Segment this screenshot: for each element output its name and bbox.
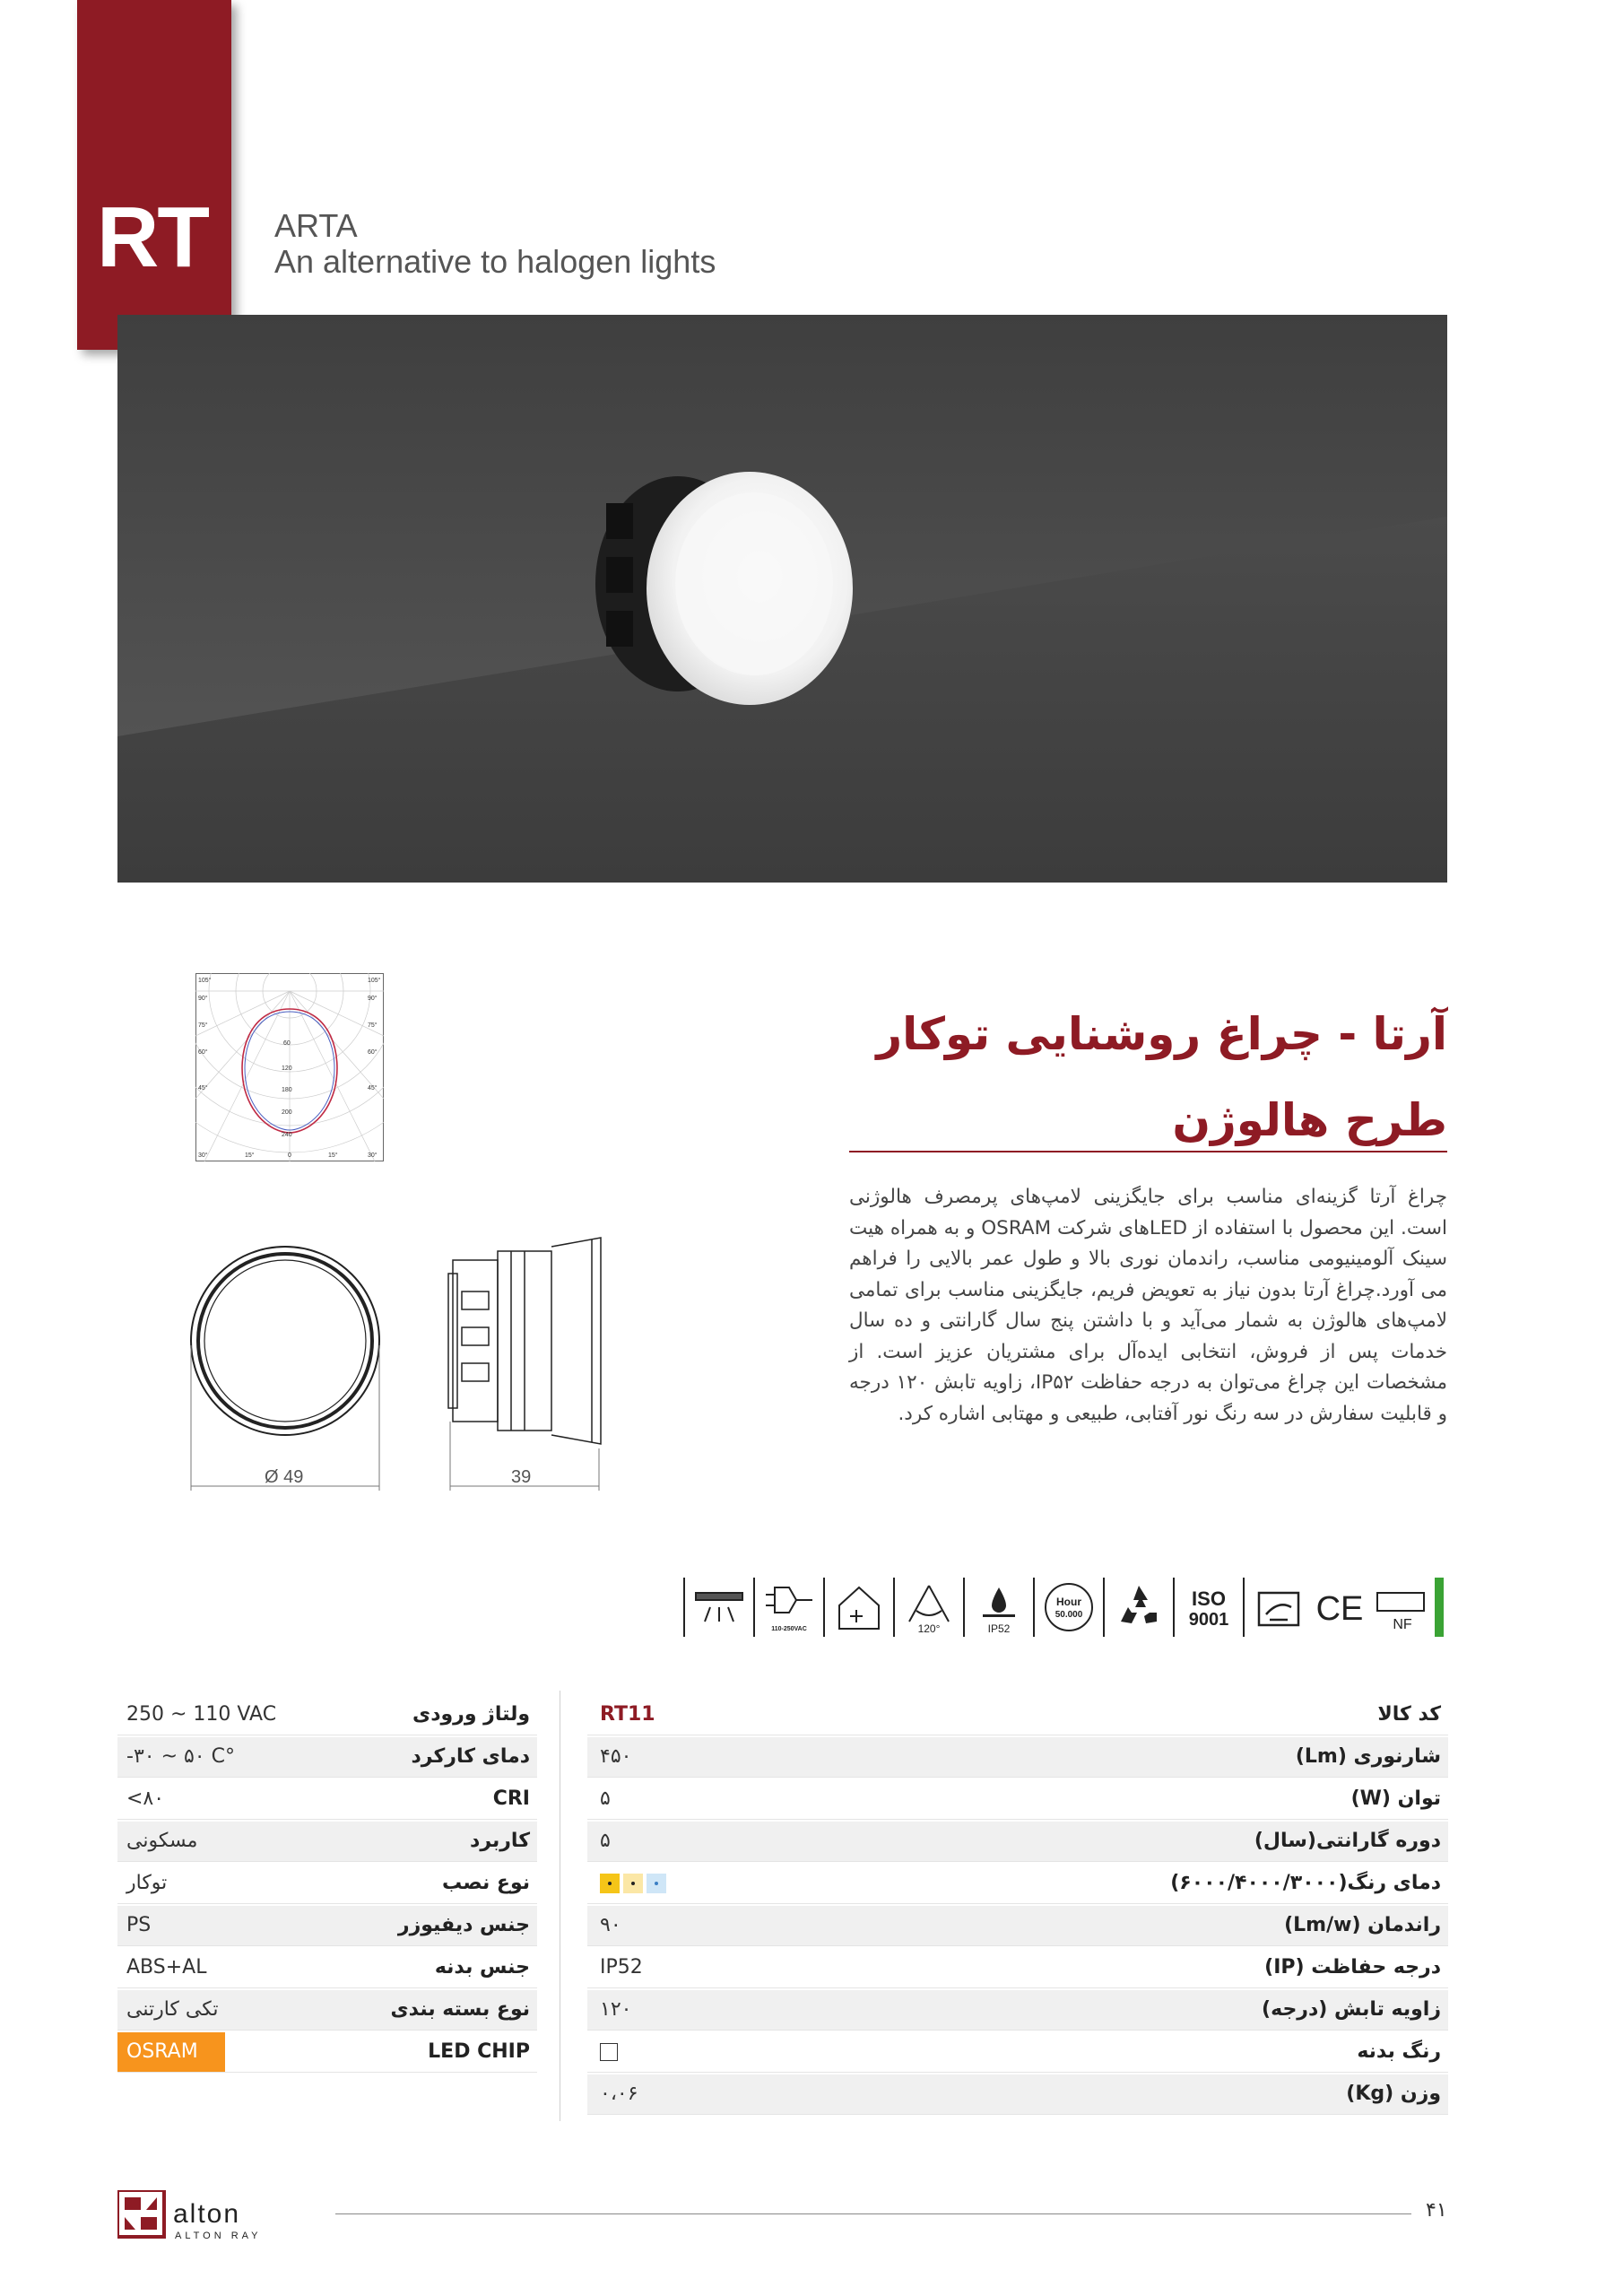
spec-label: نوع نصب [442, 1872, 530, 1894]
spec-row [587, 1864, 1448, 1904]
standard-mark-icon [1252, 1578, 1306, 1636]
spec-value: ۱۲۰ [600, 1998, 632, 2021]
header-text [274, 208, 716, 280]
spec-value: مسکونی [126, 1830, 198, 1852]
hero-photo [117, 315, 1447, 883]
color-dot [623, 1874, 643, 1893]
dot-center [631, 1882, 635, 1885]
dimension-drawings [179, 1229, 610, 1498]
polar-label: 0 [288, 1152, 291, 1159]
spec-value: ۰،۰۶ [600, 2083, 638, 2105]
polar-label: 45° [198, 1085, 208, 1091]
product-name: ARTA [274, 207, 358, 244]
color-dot [647, 1874, 666, 1893]
polar-label: 75° [198, 1022, 208, 1029]
osram-badge: OSRAM [117, 2032, 225, 2072]
lifetime-hours-icon [1042, 1578, 1096, 1636]
icon-separator [1103, 1578, 1105, 1637]
spec-row [117, 1864, 537, 1904]
spec-value: -۳۰ ~ ۵۰ C° [126, 1745, 235, 1768]
spec-row [587, 1906, 1448, 1946]
spec-row [117, 1906, 537, 1946]
spec-row [117, 1779, 537, 1820]
product-title [820, 991, 1447, 1163]
spec-row [117, 1695, 537, 1735]
ce-label: CE [1315, 1590, 1364, 1628]
spec-row [587, 1990, 1448, 2031]
recessed-mount-icon [692, 1578, 746, 1636]
spec-value: ۵ [600, 1830, 611, 1852]
beam-angle-icon [902, 1578, 956, 1636]
icon-separator [753, 1578, 755, 1637]
icon-separator [1033, 1578, 1035, 1637]
spec-row [117, 2032, 537, 2073]
spec-value: <۸۰ [126, 1787, 165, 1810]
recycle-icon [1112, 1578, 1166, 1636]
spec-value: تکی کارتنی [126, 1998, 219, 2021]
spec-label: ولتاژ ورودی [412, 1703, 530, 1726]
polar-label: 60° [198, 1049, 208, 1056]
iso-top-label: ISO [1192, 1587, 1226, 1610]
spec-value: IP52 [600, 1956, 643, 1979]
white-swatch [600, 2043, 618, 2061]
indoor-house-icon [832, 1578, 886, 1636]
icon-separator [683, 1578, 685, 1637]
spec-label: رنگ بدنه [1357, 2040, 1441, 2063]
green-marker [1435, 1578, 1444, 1637]
spec-row [117, 1822, 537, 1862]
polar-label: 15° [245, 1152, 255, 1159]
spec-table-main [587, 1695, 1448, 2121]
spec-label: جنس بدنه [434, 1956, 530, 1979]
spec-row [587, 2074, 1448, 2115]
polar-label: 105° [368, 978, 381, 984]
polar-radial-label: 120 [282, 1065, 292, 1072]
icon-separator [1243, 1578, 1245, 1637]
polar-label: 75° [368, 1022, 378, 1029]
spec-row [117, 1948, 537, 1988]
brand-sub: ALTON RAY [175, 2231, 262, 2241]
polar-label: 105° [198, 978, 212, 984]
spec-label: شارنوری (Lm) [1295, 1745, 1441, 1768]
spec-value: 250 ~ 110 VAC [126, 1703, 277, 1726]
spec-label: کاربرد [470, 1830, 530, 1852]
polar-label: 30° [198, 1152, 208, 1159]
polar-radial-label: 60 [283, 1040, 291, 1047]
nf-label: NF [1393, 1617, 1412, 1632]
spec-label: کد کالا [1377, 1703, 1441, 1726]
brand-name: alton [173, 2199, 241, 2229]
spec-table-side [117, 1695, 537, 2090]
spec-value: ۹۰ [600, 1914, 621, 1936]
spec-label: راندمان (Lm/w) [1284, 1914, 1441, 1936]
polar-radial-label: 200 [282, 1109, 292, 1116]
feature-icons [683, 1575, 1450, 1639]
spec-value: RT11 [600, 1703, 655, 1726]
icon-separator [1173, 1578, 1175, 1637]
polar-label: 15° [328, 1152, 338, 1159]
plug-voltage-icon [762, 1578, 816, 1636]
ip-rating-icon [972, 1578, 1026, 1636]
spec-row [587, 1779, 1448, 1820]
spec-label: وزن (Kg) [1346, 2083, 1441, 2105]
footer-rule [335, 2213, 1411, 2214]
spec-row [587, 2032, 1448, 2073]
brand-logo [117, 2190, 315, 2244]
nf-driver-icon [1374, 1578, 1428, 1636]
hours-top-label: Hour [1056, 1596, 1081, 1608]
icon-separator [893, 1578, 895, 1637]
series-tab [77, 0, 231, 350]
spec-label: نوع بسته بندی [390, 1998, 530, 2021]
spec-value: PS [126, 1914, 152, 1936]
polar-radial-label: 240 [282, 1132, 292, 1138]
spec-row [587, 1948, 1448, 1988]
iso-icon [1182, 1578, 1236, 1636]
spec-label: دمای کارکرد [411, 1745, 530, 1768]
spec-row [117, 1737, 537, 1778]
beam-angle-label: 120° [917, 1622, 941, 1635]
dot-center [608, 1882, 612, 1885]
spec-label: دمای رنگ(۶۰۰۰/۴۰۰۰/۳۰۰۰) [1170, 1872, 1441, 1894]
spec-label: درجه حفاظت (IP) [1264, 1956, 1441, 1979]
polar-label: 90° [368, 996, 378, 1002]
spec-label: CRI [492, 1787, 530, 1810]
hours-bottom-label: 50.000 [1055, 1610, 1083, 1620]
series-code: RT [97, 189, 208, 285]
icon-separator [963, 1578, 965, 1637]
body-color-swatch [600, 2032, 779, 2072]
page-number: ۴۱ [1426, 2199, 1447, 2222]
spec-row [587, 1737, 1448, 1778]
ce-mark-icon [1313, 1578, 1367, 1636]
polar-label: 90° [198, 996, 208, 1002]
title-line-2: طرح هالوژن [1172, 1094, 1447, 1146]
light-distribution-chart [195, 973, 384, 1161]
spec-value: ۵ [600, 1787, 611, 1810]
color-temperature-swatches [600, 1864, 779, 1903]
plug-voltage-label: 110-250VAC [771, 1626, 807, 1632]
ip-rating-label: IP52 [987, 1622, 1011, 1635]
spec-value: ABS+AL [126, 1956, 207, 1979]
spec-row [117, 1990, 537, 2031]
title-divider [849, 1151, 1447, 1152]
spec-label: زاویه تابش (درجه) [1262, 1998, 1441, 2021]
product-tagline: An alternative to halogen lights [274, 243, 716, 280]
icon-separator [823, 1578, 825, 1637]
polar-label: 45° [368, 1085, 378, 1091]
polar-label: 60° [368, 1049, 378, 1056]
spec-value: توکار [126, 1872, 168, 1894]
spec-label: توان (W) [1350, 1787, 1441, 1810]
spec-label: LED CHIP [428, 2040, 530, 2063]
spec-label: دوره گارانتی(سال) [1254, 1830, 1441, 1852]
diameter-label: Ø 49 [265, 1467, 304, 1487]
polar-radial-label: 180 [282, 1087, 292, 1093]
depth-label: 39 [511, 1467, 532, 1487]
polar-label: 30° [368, 1152, 378, 1159]
title-line-1: آرتا - چراغ روشنایی توکار [876, 1008, 1447, 1060]
spec-value: ۴۵۰ [600, 1745, 632, 1768]
color-dot [600, 1874, 620, 1893]
spec-row [587, 1695, 1448, 1735]
product-description: چراغ آرتا گزینه‌ای مناسب برای جایگزینی لامپ‌های پرمصرف هالوژنی است. این محصول با استفاده از LEDهای شرکت OSRAM و به همراه هیت سینک آلومینیومی مناسب، راندمان نوری بالا و طول عمر بالایی را فراهم می آورد.چراغ آرتا بدون نیاز به تعویض فریم، جایگزینی مناسب برای تمامی لامپ‌های هالوژن به شمار می‌آید و با داشتن پنج سال گارانتی و ده سال خدمات پس از فروش، انتخابی ایده‌آل برای مشتریان عزیز است. از مشخصات این چراغ می‌توان به درجه حفاظت IP۵۲، زاویه تابش ۱۲۰ درجه و قابلیت سفارش در سه رنگ نور آفتابی، طبیعی و مهتابی اشاره کرد. [849, 1186, 1448, 1425]
dot-center [655, 1882, 658, 1885]
spec-label: جنس دیفیوزر [397, 1914, 530, 1936]
iso-bottom-label: 9001 [1188, 1610, 1229, 1630]
spec-row [587, 1822, 1448, 1862]
